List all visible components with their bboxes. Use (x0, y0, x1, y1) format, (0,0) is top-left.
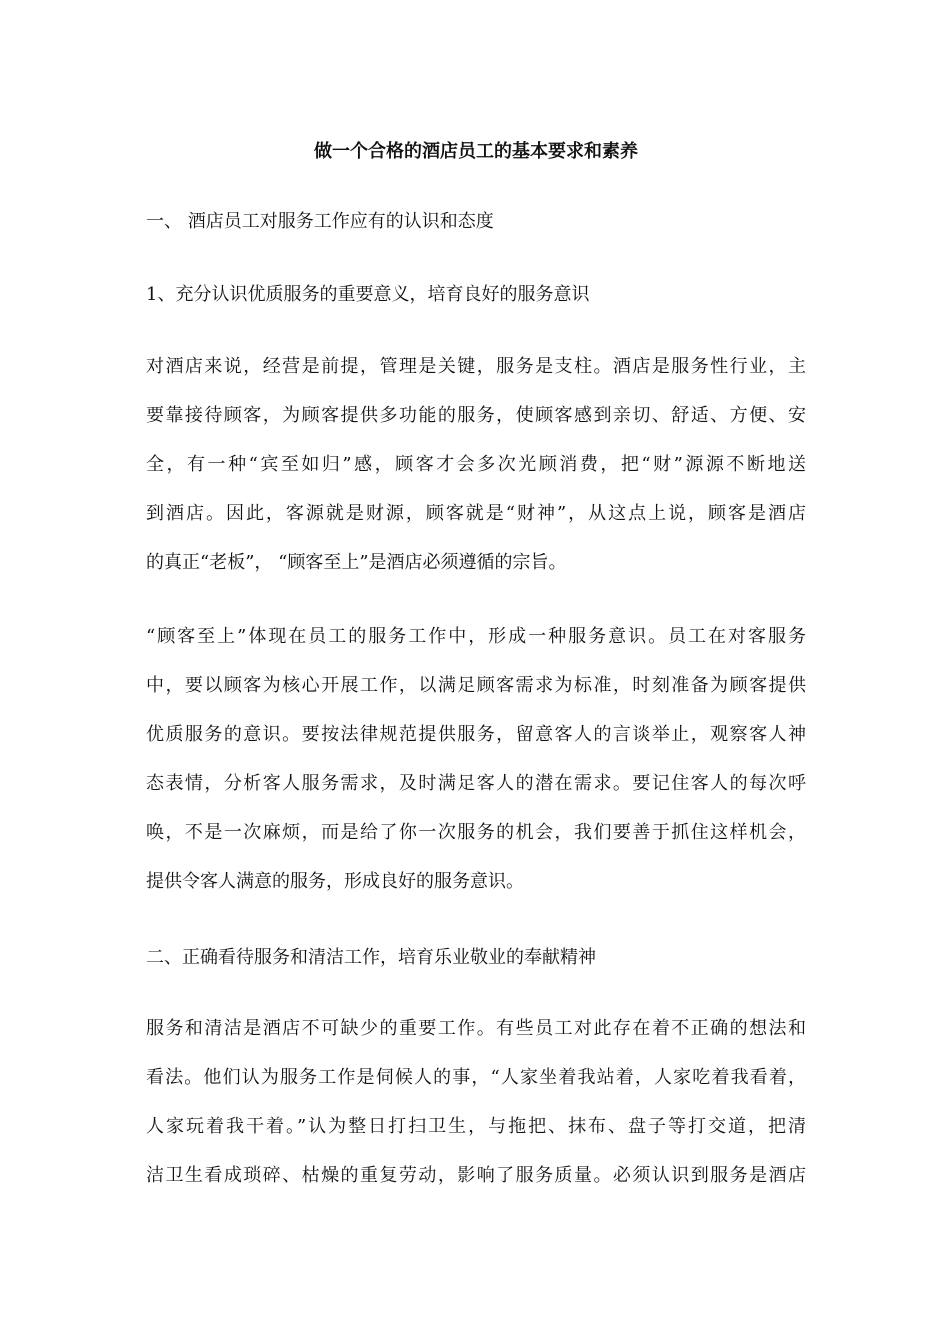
section-heading-2: 二、正确看待服务和清洁工作，培育乐业敬业的奉献精神 (146, 947, 596, 968)
paragraph-line: “顾客至上”体现在员工的服务工作中，形成一种服务意识。员工在对客服务 (146, 626, 806, 647)
subsection-heading-1: 1、充分认识优质服务的重要意义，培育良好的服务意识 (146, 284, 590, 305)
paragraph-line: 优质服务的意识。要按法律规范提供服务，留意客人的言谈举止，观察客人神 (146, 724, 806, 745)
paragraph-line: 全，有一种“宾至如归”感，顾客才会多次光顾消费，把“财”源源不断地送 (146, 454, 806, 475)
paragraph-line: 态表情，分析客人服务需求，及时满足客人的潜在需求。要记住客人的每次呼 (146, 773, 806, 794)
paragraph-line: 人家玩着我干着。”认为整日打扫卫生，与拖把、抹布、盘子等打交道，把清 (146, 1116, 806, 1137)
paragraph-line: 提供令客人满意的服务，形成良好的服务意识。 (146, 871, 524, 892)
paragraph-line: 对酒店来说，经营是前提，管理是关键，服务是支柱。酒店是服务性行业，主 (146, 356, 806, 377)
paragraph-2 (146, 612, 806, 906)
section-heading-1: 一、 酒店员工对服务工作应有的认识和态度 (146, 211, 494, 232)
paragraph-3 (146, 1004, 806, 1200)
paragraph-line: 要靠接待顾客，为顾客提供多功能的服务，使顾客感到亲切、舒适、方便、安 (146, 405, 806, 426)
document-page (146, 0, 806, 1344)
paragraph-line: 洁卫生看成琐碎、枯燥的重复劳动，影响了服务质量。必须认识到服务是酒店 (146, 1165, 806, 1186)
paragraph-line: 服务和清洁是酒店不可缺少的重要工作。有些员工对此存在着不正确的想法和 (146, 1018, 806, 1039)
paragraph-line: 看法。他们认为服务工作是伺候人的事，“人家坐着我站着，人家吃着我看着， (146, 1067, 806, 1088)
paragraph-line: 到酒店。因此，客源就是财源，顾客就是“财神”，从这点上说，顾客是酒店 (146, 503, 806, 524)
paragraph-line: 唤，不是一次麻烦，而是给了你一次服务的机会，我们要善于抓住这样机会， (146, 822, 806, 843)
document-title: 做一个合格的酒店员工的基本要求和素养 (314, 141, 638, 162)
paragraph-line: 的真正“老板”， “顾客至上”是酒店必须遵循的宗旨。 (146, 552, 567, 573)
paragraph-line: 中，要以顾客为核心开展工作，以满足顾客需求为标准，时刻准备为顾客提供 (146, 675, 806, 696)
paragraph-1 (146, 342, 806, 587)
